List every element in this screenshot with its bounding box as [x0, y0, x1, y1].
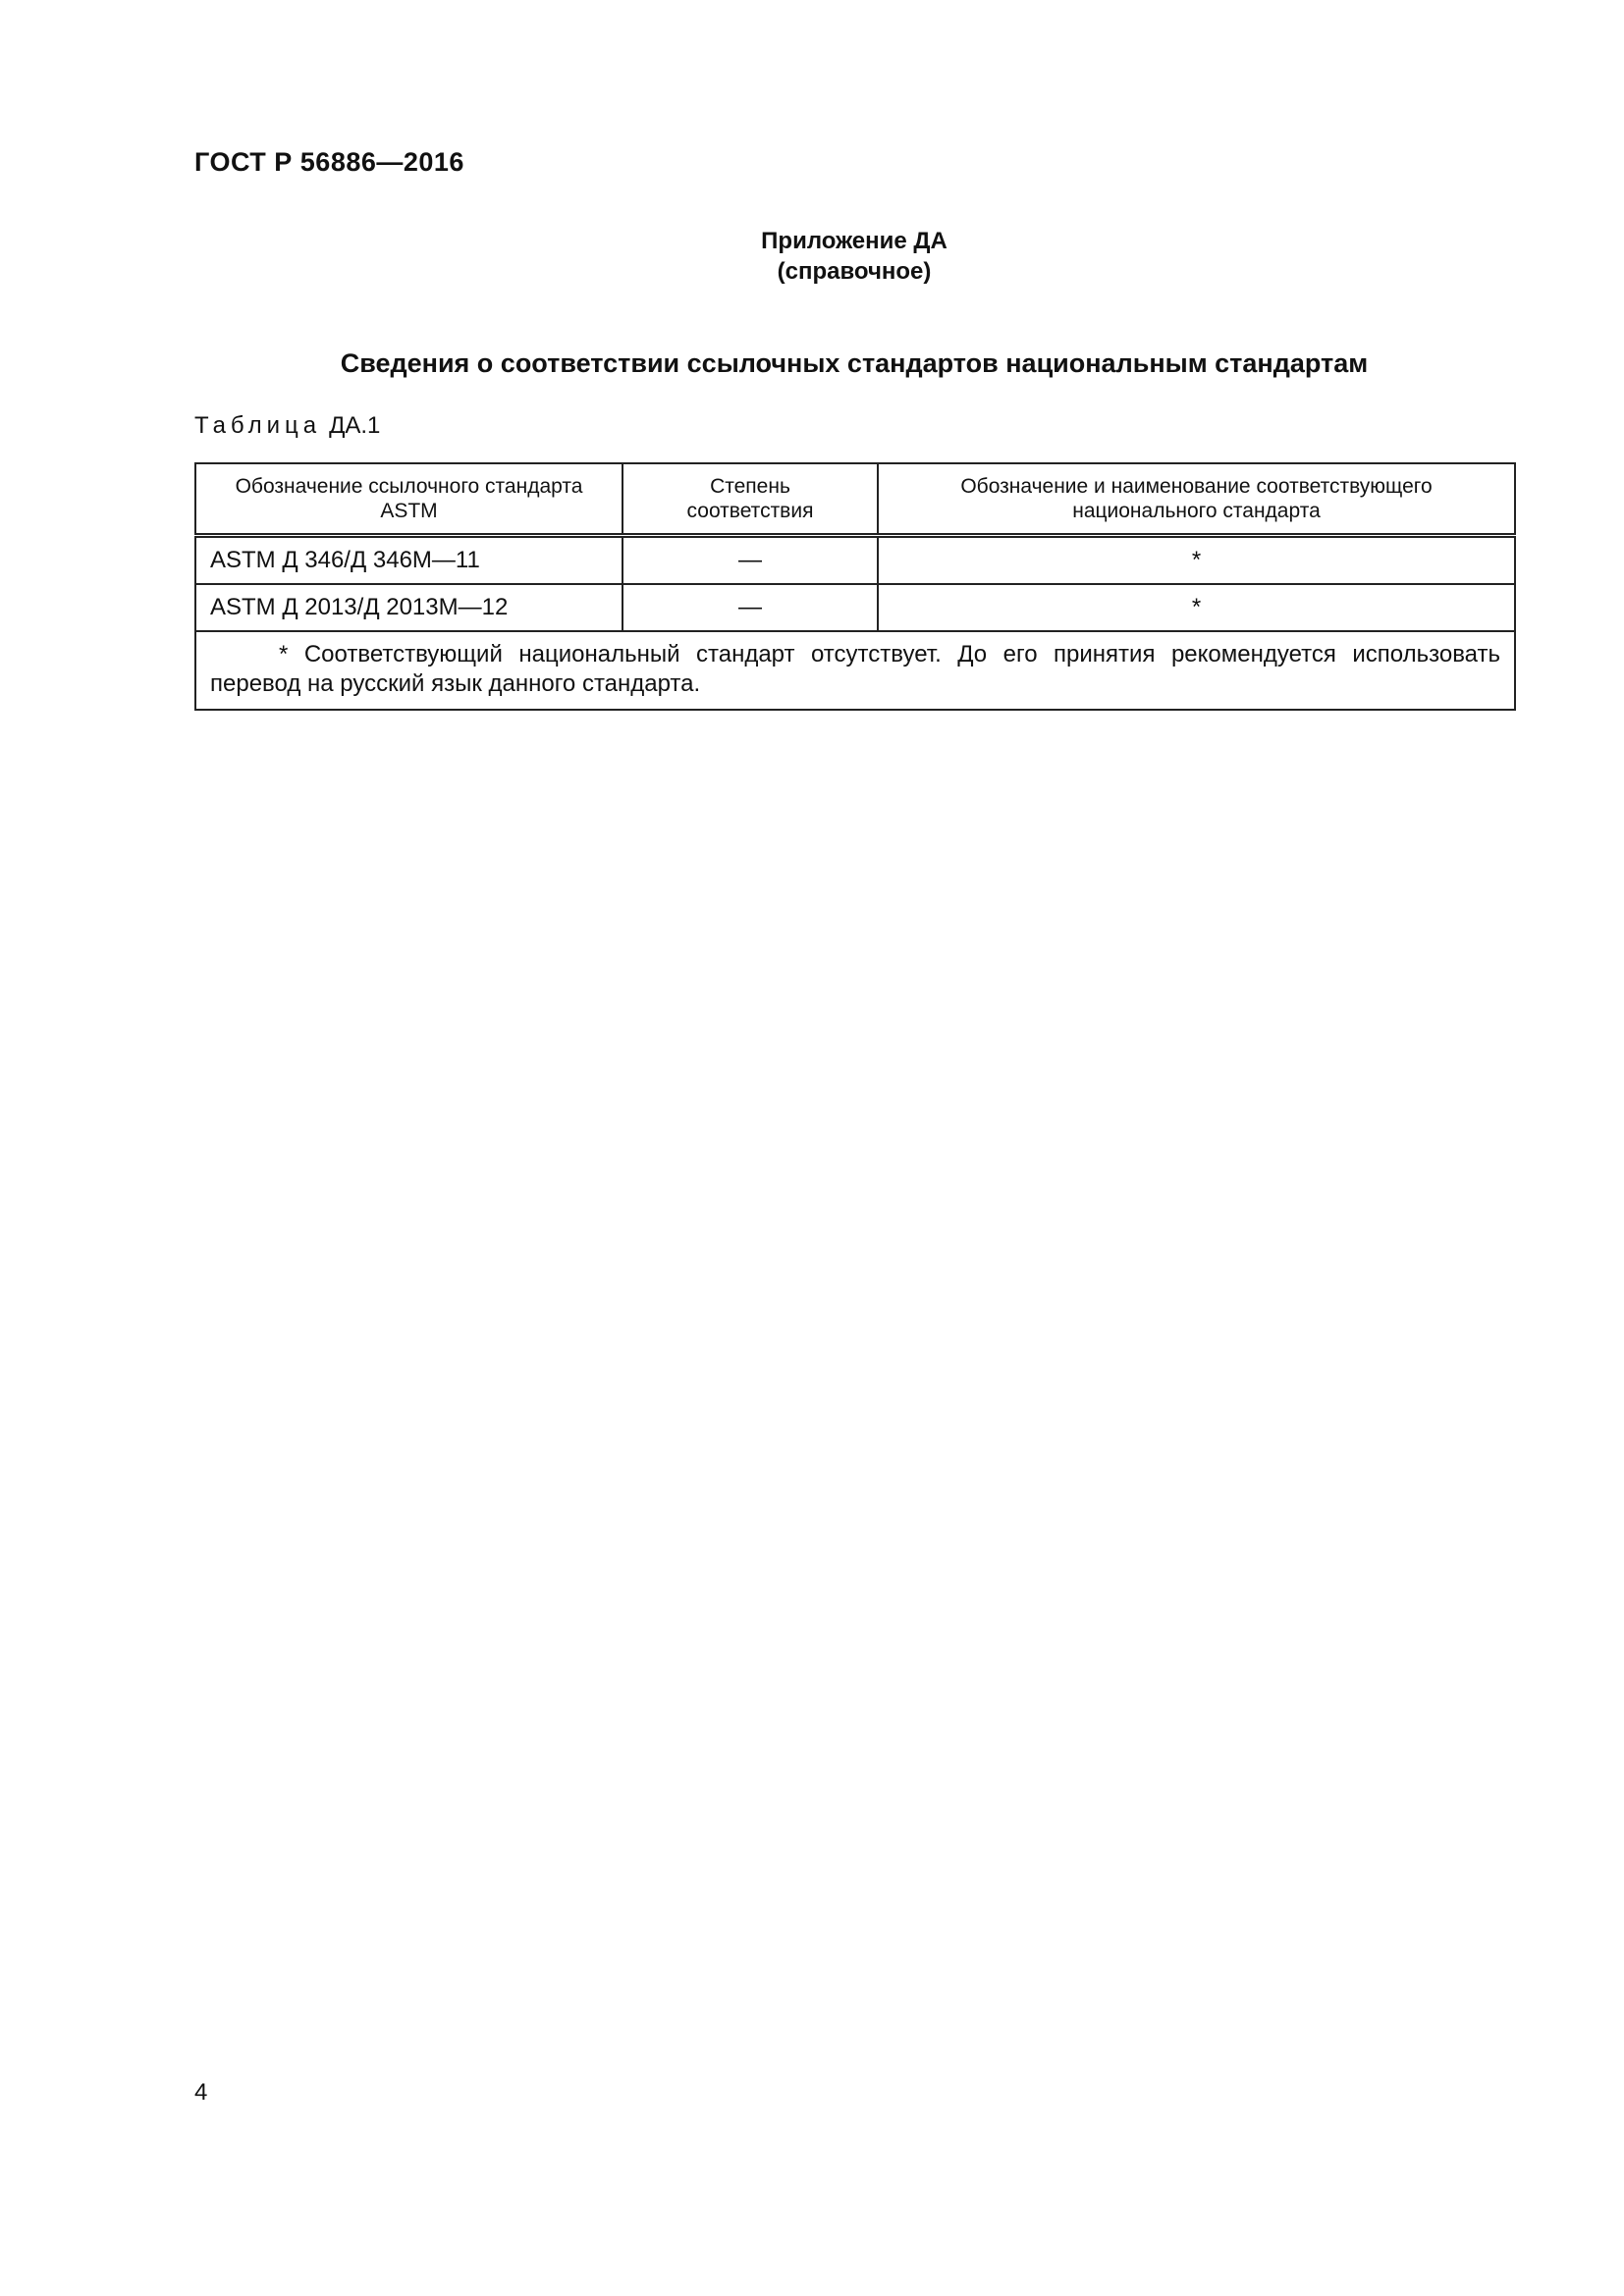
table-row	[195, 536, 1515, 585]
header-reference-line2: ASTM	[380, 500, 438, 522]
document-code: ГОСТ Р 56886—2016	[194, 147, 464, 177]
table-caption	[194, 412, 380, 440]
table-note-row	[195, 631, 1515, 710]
cell-national-standard: *	[878, 536, 1515, 585]
table-header-row	[195, 463, 1515, 536]
header-reference-standard	[195, 463, 623, 536]
annex-heading	[0, 226, 1624, 287]
cell-degree-of-conformity: —	[623, 584, 878, 631]
table-caption-word: Таблица	[194, 412, 322, 439]
annex-title: Приложение ДА	[761, 228, 947, 254]
header-degree-line2: соответствия	[686, 500, 814, 522]
header-degree-line1: Степень	[710, 475, 790, 498]
header-national-standard	[878, 463, 1515, 536]
header-national-line2: национального стандарта	[1072, 500, 1321, 522]
header-degree-of-conformity	[623, 463, 878, 536]
conformity-table	[194, 462, 1516, 711]
table-caption-number: ДА.1	[329, 412, 381, 439]
cell-reference-standard: ASTM Д 346/Д 346М—11	[195, 536, 623, 585]
cell-degree-of-conformity: —	[623, 536, 878, 585]
header-reference-line1: Обозначение ссылочного стандарта	[235, 475, 583, 498]
page-number: 4	[194, 2079, 208, 2106]
cell-reference-standard: ASTM Д 2013/Д 2013М—12	[195, 584, 623, 631]
cell-national-standard: *	[878, 584, 1515, 631]
annex-type: (справочное)	[777, 258, 932, 285]
table-row	[195, 584, 1515, 631]
section-title: Сведения о соответствии ссылочных стандартов национальным стандартам	[340, 348, 1369, 378]
header-national-line1: Обозначение и наименование соответствующего	[960, 475, 1433, 498]
table-footnote: * Соответствующий национальный стандарт отсутствует. До его принятия рекомендуется использовать перевод на русский язык данного стандарта.	[195, 631, 1515, 710]
